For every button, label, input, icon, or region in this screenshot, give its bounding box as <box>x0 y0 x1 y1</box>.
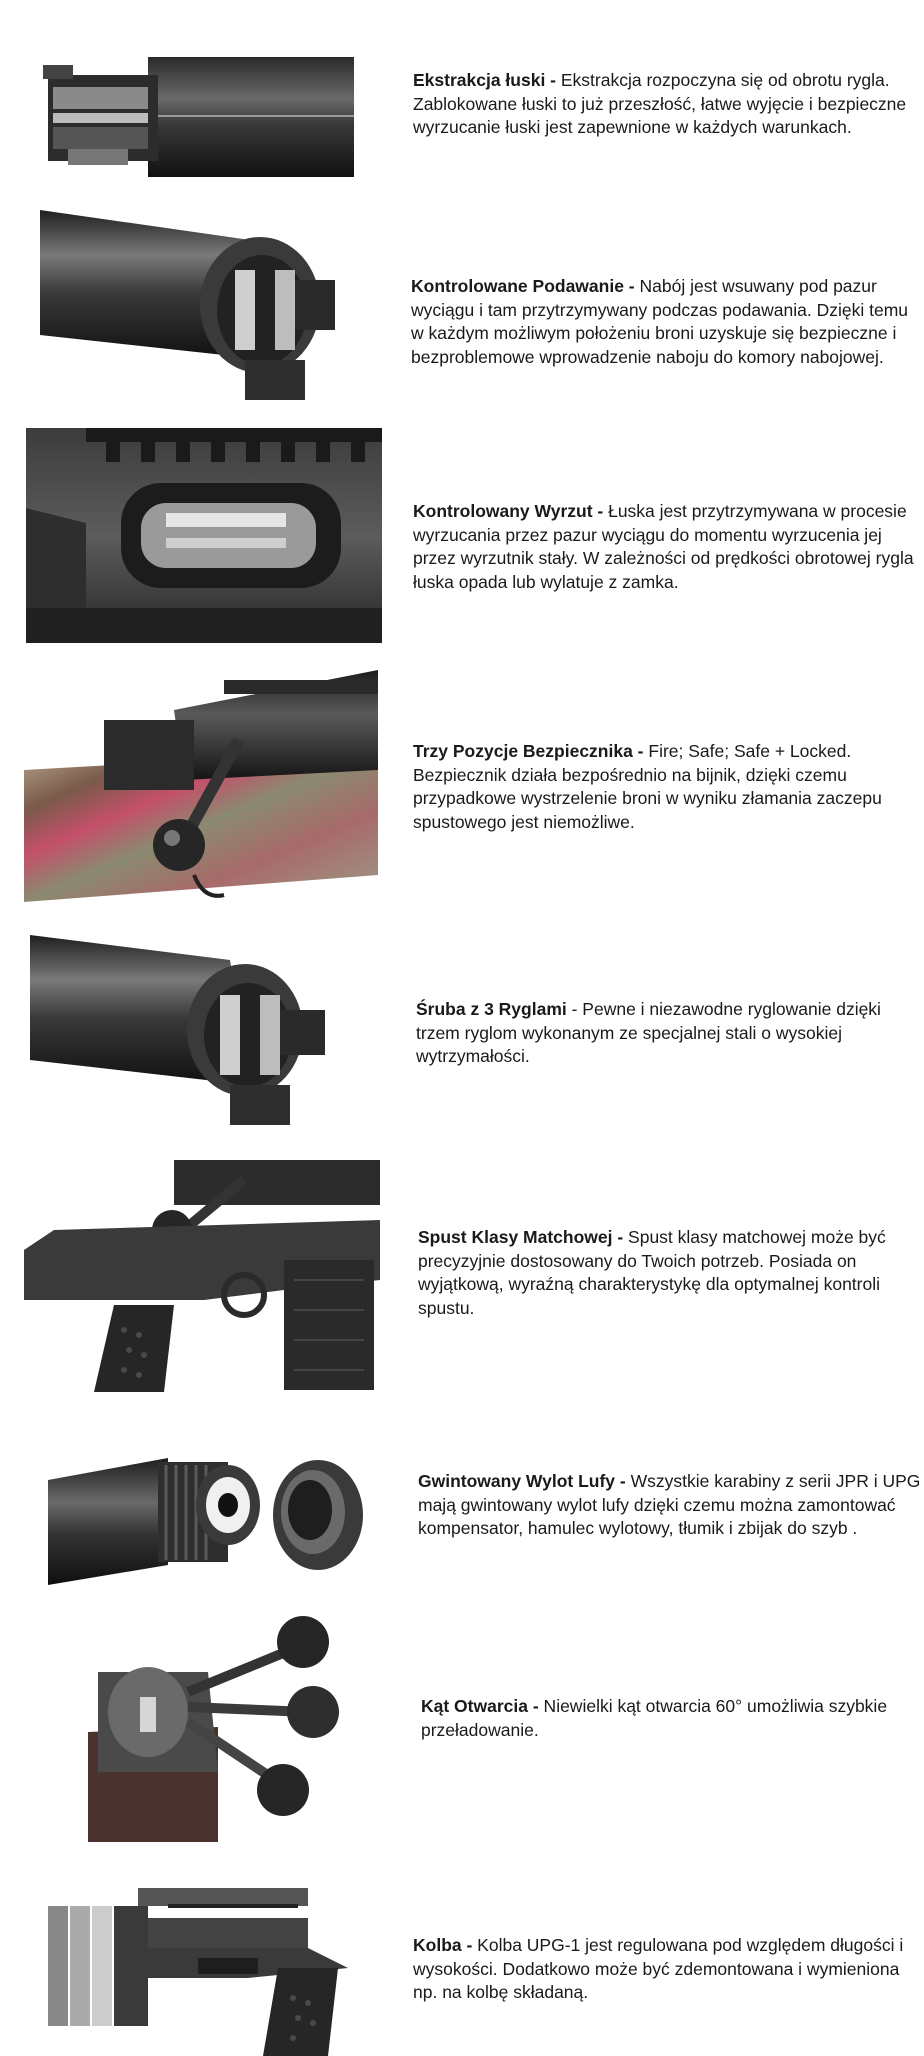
feature-title: Trzy Pozycje Bezpiecznika - <box>413 741 644 761</box>
feature-text: Nabój jest wsuwany pod pazur wyciągu i tam przytrzymywany podczas podawania. Dzięki temu w każdym możliwym położeniu broni uzyskuje się bezpieczne i bezproblemowe wprowadzenie naboju do komory nabojowej. <box>411 276 908 367</box>
feature-text: Spust klasy matchowej może być precyzyjnie dostosowany do Twoich potrzeb. Posiada on wyjątkową, wyraźną charakterystykę dla optymalnej kontroli spustu. <box>418 1227 886 1318</box>
adjustable-stock-photo <box>48 1888 380 2056</box>
feature-description <box>418 1226 923 1320</box>
feature-title: Śruba z 3 Ryglami <box>416 999 567 1019</box>
feature-description <box>416 998 921 1069</box>
feature-text: Fire; Safe; Safe + Locked. Bezpiecznik działa bezpośrednio na bijnik, dzięki czemu przypadkowe wystrzelenie broni w wyniku złamania zaczepu spustowego jest niemożliwe. <box>413 741 882 832</box>
feature-text: Wszystkie karabiny z serii JPR i UPG mają gwintowany wylot lufy dzięki czemu można zamontować kompensator, hamulec wylotowy, tłumik i zbijak do szyb . <box>418 1471 921 1538</box>
feature-title: Spust Klasy Matchowej - <box>418 1227 624 1247</box>
feature-description <box>413 740 918 834</box>
bolt-lift-angle-photo <box>88 1612 358 1842</box>
feature-text: Ekstrakcja rozpoczyna się od obrotu rygla. Zablokowane łuski to już przeszłość, łatwe wyjęcie i bezpieczne wyrzucanie łuski jest zapewnione w każdych warunkach. <box>413 70 907 137</box>
match-trigger-chassis-photo <box>24 1160 380 1392</box>
feature-text: Kolba UPG-1 jest regulowana pod względem długości i wysokości. Dodatkowo może być zdemontowana i wymieniona np. na kolbę składaną. <box>413 1935 904 2002</box>
ejection-port-photo <box>26 428 382 643</box>
feature-title: Ekstrakcja łuski - <box>413 70 556 90</box>
safety-laminate-stock-photo <box>24 670 378 902</box>
feature-description <box>411 275 916 369</box>
feature-title: Gwintowany Wylot Lufy - <box>418 1471 626 1491</box>
bolt-face-feeding-photo <box>40 210 360 410</box>
feature-title: Kontrolowany Wyrzut - <box>413 501 604 521</box>
feature-description <box>418 1470 923 1541</box>
feature-description <box>421 1695 924 1742</box>
bolt-head-extractor-photo <box>38 55 354 179</box>
three-lug-bolt-photo <box>30 935 350 1135</box>
feature-text: Łuska jest przytrzymywana w procesie wyrzucania przez pazur wyciągu do momentu wyrzucenia jej przez wyrzutnik stały. W zależności od prędkości obrotowej rygla łuska opada lub wylatuje z zamka. <box>413 501 914 592</box>
feature-title: Kontrolowane Podawanie - <box>411 276 635 296</box>
feature-text: - Pewne i niezawodne ryglowanie dzięki trzem ryglom wykonanym ze specjalnej stali o wysokiej wytrzymałości. <box>416 999 881 1066</box>
feature-title: Kąt Otwarcia - <box>421 1696 539 1716</box>
feature-title: Kolba - <box>413 1935 473 1955</box>
threaded-muzzle-photo <box>48 1440 364 1588</box>
feature-description <box>413 500 918 594</box>
feature-text: Niewielki kąt otwarcia 60° umożliwia szybkie przeładowanie. <box>421 1696 888 1740</box>
feature-description <box>413 69 918 140</box>
feature-description <box>413 1934 918 2005</box>
